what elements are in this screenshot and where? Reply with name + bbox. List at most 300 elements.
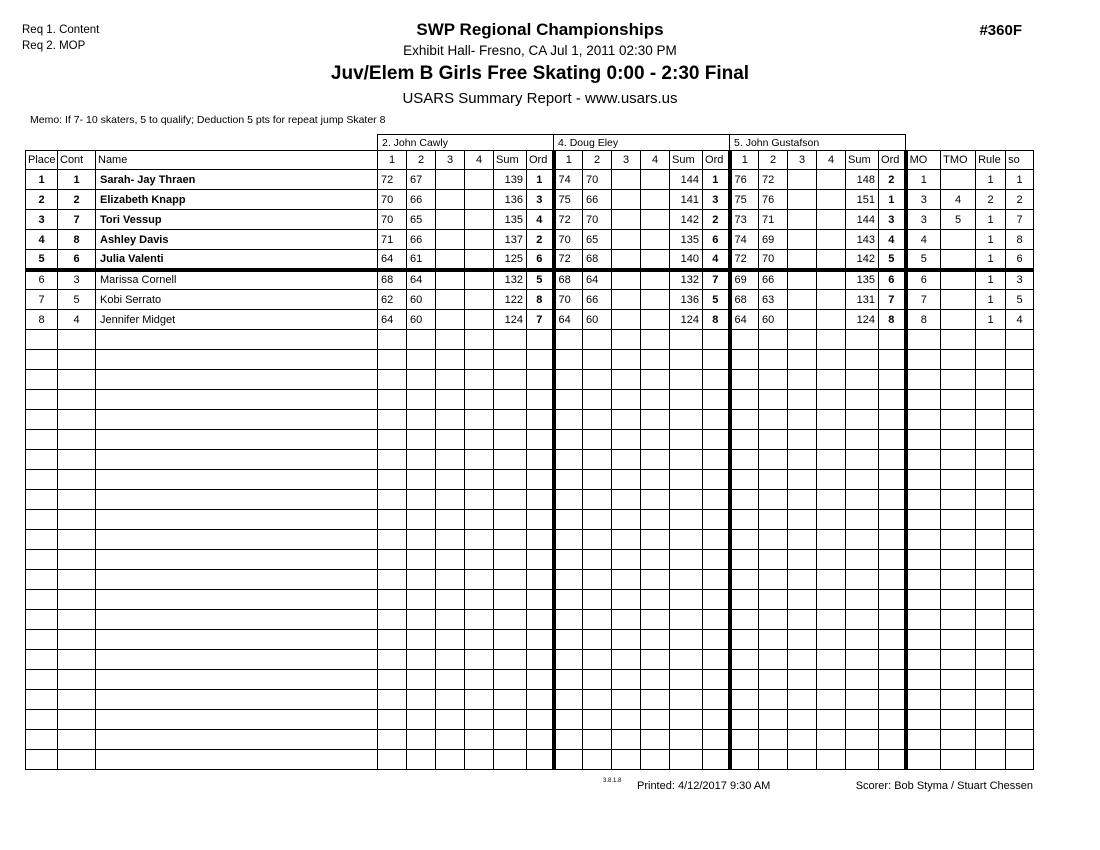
scorer-line: Scorer: Bob Styma / Stuart Chessen [855, 780, 1033, 792]
cell-name [96, 550, 378, 570]
spacer-cell [26, 135, 378, 151]
cell-score [817, 710, 846, 730]
cell-score [730, 650, 759, 670]
cell-score [641, 370, 670, 390]
cell-score [759, 570, 788, 590]
cell-so: 7 [1006, 210, 1034, 230]
cell-sum: 124 [670, 310, 703, 330]
column-header: 2 [407, 151, 436, 170]
cell-score [407, 450, 436, 470]
cell-score [817, 450, 846, 470]
cell-ord: 4 [527, 210, 554, 230]
cell-score: 69 [759, 230, 788, 250]
cell-score [788, 290, 817, 310]
cell-ord: 2 [703, 210, 730, 230]
cell-ord: 5 [879, 250, 906, 270]
cell-name: Sarah- Jay Thraen [96, 170, 378, 190]
cell-score [436, 610, 465, 630]
cell-score [583, 630, 612, 650]
cell-name [96, 650, 378, 670]
cell-cont: 5 [58, 290, 96, 310]
empty-row [26, 570, 1034, 590]
cell-name: Kobi Serrato [96, 290, 378, 310]
cell-cont: 8 [58, 230, 96, 250]
cell-score: 64 [554, 310, 583, 330]
cell-rule [976, 670, 1006, 690]
table-row [26, 290, 1034, 310]
cell-score [436, 190, 465, 210]
cell-score: 75 [554, 190, 583, 210]
cell-ord [879, 550, 906, 570]
cell-score [436, 410, 465, 430]
cell-ord [879, 690, 906, 710]
column-header: 2 [583, 151, 612, 170]
cell-score [407, 510, 436, 530]
cell-mo [906, 550, 941, 570]
cell-score: 68 [554, 270, 583, 290]
cell-rule [976, 550, 1006, 570]
cell-score: 66 [407, 230, 436, 250]
cell-score [465, 310, 494, 330]
cell-name [96, 610, 378, 630]
cell-mo [906, 410, 941, 430]
column-header: Sum [846, 151, 879, 170]
cell-cont [58, 530, 96, 550]
empty-row [26, 390, 1034, 410]
cell-so: 8 [1006, 230, 1034, 250]
results-table-head [26, 135, 1034, 170]
cell-sum [494, 490, 527, 510]
cell-name [96, 430, 378, 450]
cell-so [1006, 330, 1034, 350]
cell-score [612, 290, 641, 310]
column-header: Place [26, 151, 58, 170]
cell-score [788, 470, 817, 490]
cell-score [730, 450, 759, 470]
cell-mo: 3 [906, 210, 941, 230]
cell-sum [494, 410, 527, 430]
cell-score [436, 210, 465, 230]
cell-place: 7 [26, 290, 58, 310]
cell-so [1006, 450, 1034, 470]
cell-score [465, 170, 494, 190]
cell-score [554, 410, 583, 430]
cell-score [554, 370, 583, 390]
table-row [26, 230, 1034, 250]
cell-score [554, 710, 583, 730]
cell-score [554, 450, 583, 470]
cell-score [641, 750, 670, 770]
empty-row [26, 510, 1034, 530]
cell-tmo [941, 430, 976, 450]
cell-score [759, 470, 788, 490]
cell-mo [906, 390, 941, 410]
cell-ord [703, 630, 730, 650]
cell-place [26, 510, 58, 530]
column-header: 3 [788, 151, 817, 170]
cell-sum [670, 470, 703, 490]
cell-score [641, 390, 670, 410]
cell-score [730, 590, 759, 610]
cell-place: 5 [26, 250, 58, 270]
cell-score [554, 490, 583, 510]
cell-score [554, 630, 583, 650]
cell-score [612, 410, 641, 430]
cell-score [788, 550, 817, 570]
cell-ord [527, 690, 554, 710]
cell-tmo [941, 330, 976, 350]
cell-score: 66 [407, 190, 436, 210]
cell-score [554, 590, 583, 610]
empty-row [26, 630, 1034, 650]
cell-score [641, 570, 670, 590]
cell-score [554, 330, 583, 350]
column-header: TMO [941, 151, 976, 170]
cell-rule: 1 [976, 290, 1006, 310]
cell-score [554, 510, 583, 530]
cell-score [583, 610, 612, 630]
table-row [26, 310, 1034, 330]
cell-score [465, 610, 494, 630]
cell-score [465, 550, 494, 570]
cell-ord [527, 490, 554, 510]
empty-row [26, 710, 1034, 730]
cell-ord [879, 650, 906, 670]
cell-score [730, 710, 759, 730]
cell-score [407, 530, 436, 550]
cell-sum [846, 450, 879, 470]
cell-score: 70 [378, 210, 407, 230]
cell-score [759, 530, 788, 550]
cell-sum [846, 710, 879, 730]
cell-sum [670, 510, 703, 530]
cell-mo [906, 690, 941, 710]
cell-ord: 3 [527, 190, 554, 210]
cell-score [583, 330, 612, 350]
cell-ord [527, 730, 554, 750]
cell-sum: 142 [670, 210, 703, 230]
cell-score [465, 290, 494, 310]
cell-score [583, 730, 612, 750]
cell-score [465, 390, 494, 410]
cell-ord [527, 630, 554, 650]
cell-sum [670, 610, 703, 630]
cell-score [378, 530, 407, 550]
cell-score [817, 570, 846, 590]
cell-ord: 1 [879, 190, 906, 210]
column-header: Cont [58, 151, 96, 170]
cell-place [26, 410, 58, 430]
cell-score [641, 190, 670, 210]
cell-score: 66 [583, 190, 612, 210]
cell-cont [58, 330, 96, 350]
cell-score [436, 530, 465, 550]
cell-ord: 6 [879, 270, 906, 290]
cell-score: 65 [407, 210, 436, 230]
cell-score [378, 510, 407, 530]
cell-sum [846, 730, 879, 750]
cell-ord [527, 470, 554, 490]
cell-rule [976, 470, 1006, 490]
table-row [26, 210, 1034, 230]
cell-ord [527, 610, 554, 630]
cell-score [612, 370, 641, 390]
cell-score [817, 530, 846, 550]
venue-line: Exhibit Hall- Fresno, CA Jul 1, 2011 02:30 PM [403, 43, 677, 58]
empty-row [26, 430, 1034, 450]
cell-score: 72 [554, 210, 583, 230]
cell-rule: 1 [976, 170, 1006, 190]
cell-score: 72 [759, 170, 788, 190]
event-number: #360F [979, 22, 1022, 39]
cell-sum [670, 490, 703, 510]
cell-score [817, 190, 846, 210]
column-header-row [26, 151, 1034, 170]
cell-name [96, 370, 378, 390]
cell-score [788, 450, 817, 470]
cell-score [817, 310, 846, 330]
cell-score: 64 [407, 270, 436, 290]
cell-score [612, 250, 641, 270]
cell-score [730, 490, 759, 510]
cell-score [788, 410, 817, 430]
cell-score [436, 730, 465, 750]
cell-ord [703, 730, 730, 750]
cell-score [583, 710, 612, 730]
cell-score [583, 410, 612, 430]
cell-sum [846, 470, 879, 490]
cell-sum [846, 350, 879, 370]
cell-score [612, 430, 641, 450]
cell-score: 76 [759, 190, 788, 210]
cell-cont [58, 510, 96, 530]
cell-sum [670, 410, 703, 430]
cell-score [407, 390, 436, 410]
cell-name: Tori Vessup [96, 210, 378, 230]
cell-score [641, 330, 670, 350]
cell-sum: 139 [494, 170, 527, 190]
cell-ord [703, 450, 730, 470]
cell-rule: 1 [976, 230, 1006, 250]
cell-place [26, 650, 58, 670]
cell-ord [527, 430, 554, 450]
empty-row [26, 650, 1034, 670]
empty-row [26, 530, 1034, 550]
cell-ord [879, 530, 906, 550]
cell-ord: 1 [527, 170, 554, 190]
cell-sum [494, 590, 527, 610]
cell-sum: 144 [846, 210, 879, 230]
cell-score [436, 470, 465, 490]
cell-mo: 4 [906, 230, 941, 250]
cell-score [583, 470, 612, 490]
cell-score [612, 610, 641, 630]
cell-sum: 140 [670, 250, 703, 270]
cell-rule [976, 690, 1006, 710]
cell-sum [670, 370, 703, 390]
footer [25, 777, 1033, 795]
cell-sum [494, 390, 527, 410]
cell-score [554, 430, 583, 450]
cell-ord [879, 710, 906, 730]
cell-score [465, 190, 494, 210]
cell-score [641, 410, 670, 430]
cell-score [641, 250, 670, 270]
spacer-cell [906, 135, 1034, 151]
cell-name [96, 630, 378, 650]
cell-score [788, 210, 817, 230]
cell-score [436, 590, 465, 610]
column-header: Ord [703, 151, 730, 170]
cell-score [436, 430, 465, 450]
cell-mo: 3 [906, 190, 941, 210]
cell-rule [976, 430, 1006, 450]
cell-score [583, 510, 612, 530]
cell-score [788, 350, 817, 370]
cell-ord [879, 590, 906, 610]
cell-score [730, 550, 759, 570]
cell-score [788, 270, 817, 290]
column-header: 4 [641, 151, 670, 170]
empty-row [26, 750, 1034, 770]
cell-tmo [941, 350, 976, 370]
cell-cont [58, 350, 96, 370]
cell-score [817, 510, 846, 530]
cell-place [26, 630, 58, 650]
cell-score [612, 630, 641, 650]
cell-tmo [941, 750, 976, 770]
cell-sum: 132 [670, 270, 703, 290]
cell-sum [494, 370, 527, 390]
cell-score [583, 590, 612, 610]
cell-score [436, 330, 465, 350]
report-subtitle: USARS Summary Report - www.usars.us [402, 90, 678, 107]
cell-sum: 135 [670, 230, 703, 250]
cell-score [612, 390, 641, 410]
results-table-body [26, 170, 1034, 770]
cell-sum [494, 730, 527, 750]
cell-ord [527, 750, 554, 770]
cell-cont [58, 610, 96, 630]
cell-rule [976, 730, 1006, 750]
cell-sum: 124 [846, 310, 879, 330]
cell-so [1006, 530, 1034, 550]
cell-ord [527, 410, 554, 430]
cell-score [730, 570, 759, 590]
cell-ord [527, 330, 554, 350]
cell-so [1006, 730, 1034, 750]
cell-score [759, 750, 788, 770]
cell-score [465, 430, 494, 450]
cell-score [730, 730, 759, 750]
cell-cont [58, 390, 96, 410]
table-row [26, 250, 1034, 270]
cell-score [788, 650, 817, 670]
cell-score [583, 430, 612, 450]
cell-name [96, 330, 378, 350]
cell-score: 70 [583, 210, 612, 230]
cell-score [759, 330, 788, 350]
cell-sum [846, 510, 879, 530]
cell-name [96, 470, 378, 490]
cell-score [730, 330, 759, 350]
cell-score [817, 290, 846, 310]
cell-place [26, 530, 58, 550]
cell-sum [670, 710, 703, 730]
cell-sum [670, 430, 703, 450]
cell-so [1006, 750, 1034, 770]
cell-score [407, 330, 436, 350]
cell-ord [879, 490, 906, 510]
cell-score [641, 350, 670, 370]
results-table-wrap [25, 134, 1034, 770]
cell-ord [703, 690, 730, 710]
cell-score [641, 170, 670, 190]
cell-ord [527, 670, 554, 690]
cell-so [1006, 430, 1034, 450]
judge-header-row [26, 135, 1034, 151]
cell-tmo [941, 470, 976, 490]
cell-ord [703, 490, 730, 510]
cell-mo [906, 590, 941, 610]
cell-score [612, 710, 641, 730]
cell-score [759, 590, 788, 610]
cell-name [96, 590, 378, 610]
cell-cont [58, 470, 96, 490]
cell-score [788, 730, 817, 750]
empty-row [26, 590, 1034, 610]
cell-cont [58, 670, 96, 690]
cell-ord [703, 650, 730, 670]
cell-so [1006, 590, 1034, 610]
cell-score [641, 230, 670, 250]
cell-rule [976, 590, 1006, 610]
cell-so: 3 [1006, 270, 1034, 290]
cell-score: 68 [730, 290, 759, 310]
cell-sum: 131 [846, 290, 879, 310]
cell-score: 69 [730, 270, 759, 290]
cell-rule [976, 350, 1006, 370]
cell-score: 72 [554, 250, 583, 270]
cell-score [583, 350, 612, 370]
cell-score [759, 390, 788, 410]
cell-score [612, 530, 641, 550]
cell-name: Marissa Cornell [96, 270, 378, 290]
cell-sum [846, 530, 879, 550]
cell-score [465, 370, 494, 390]
cell-cont: 4 [58, 310, 96, 330]
empty-row [26, 490, 1034, 510]
cell-sum: 124 [494, 310, 527, 330]
cell-cont [58, 690, 96, 710]
cell-score [817, 670, 846, 690]
cell-score [378, 610, 407, 630]
cell-mo: 1 [906, 170, 941, 190]
cell-sum [846, 430, 879, 450]
cell-cont [58, 750, 96, 770]
cell-score [641, 450, 670, 470]
cell-mo [906, 430, 941, 450]
cell-name [96, 530, 378, 550]
column-header: 1 [378, 151, 407, 170]
cell-score [730, 750, 759, 770]
cell-name [96, 750, 378, 770]
cell-ord: 6 [703, 230, 730, 250]
cell-score [730, 390, 759, 410]
cell-name [96, 710, 378, 730]
cell-ord [703, 510, 730, 530]
cell-score [817, 590, 846, 610]
